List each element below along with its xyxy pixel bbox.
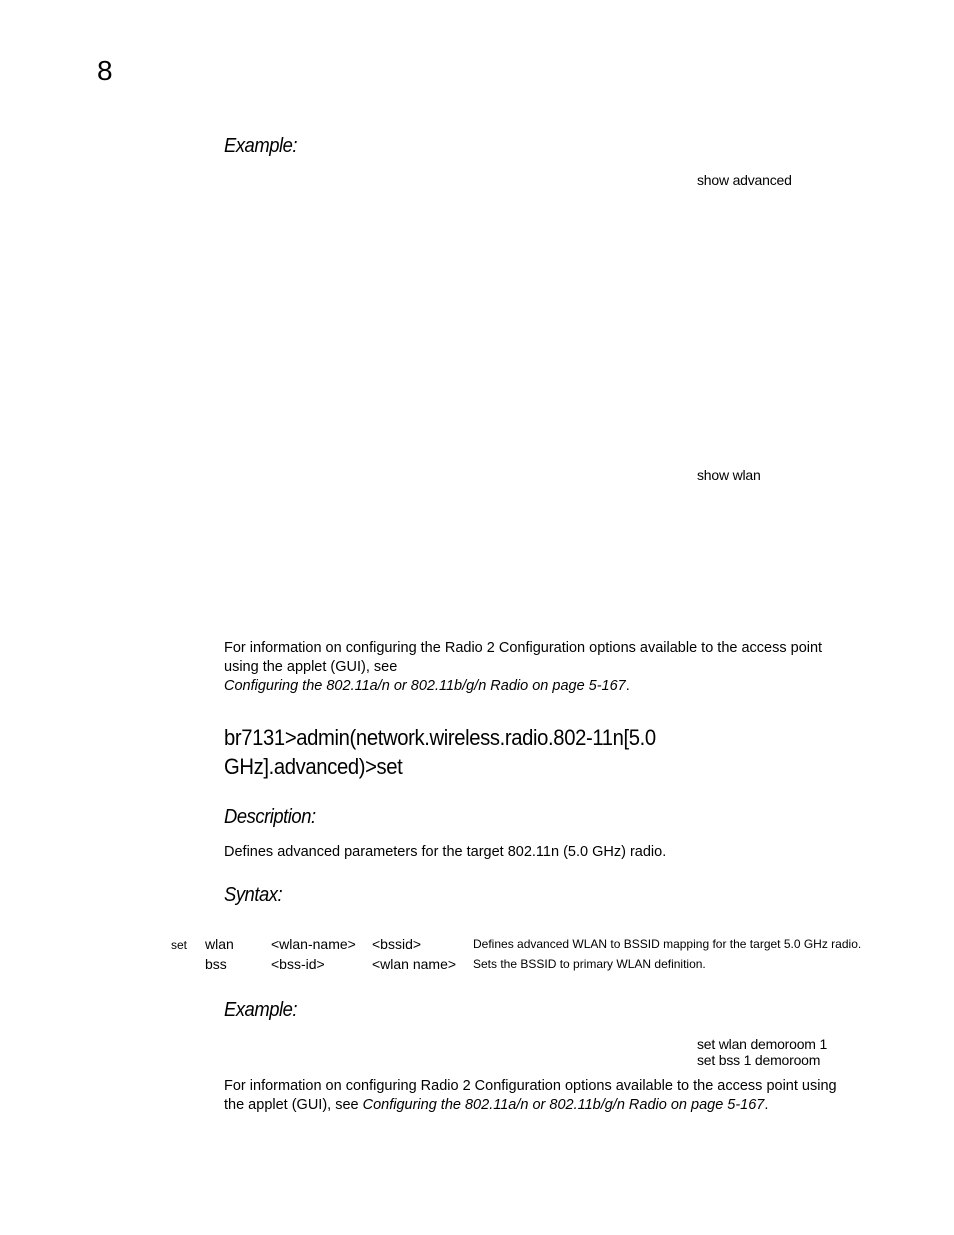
info-paragraph-2: [224, 1077, 837, 1115]
section-heading: [224, 723, 656, 781]
period: .: [764, 1097, 769, 1113]
syntax-keyword-bss: bss: [205, 956, 227, 972]
syntax-command: set: [171, 938, 188, 952]
description-heading: Description:: [224, 806, 316, 828]
info-line: For information on configuring Radio 2 Configuration options available to the access point using: [224, 1078, 837, 1094]
info-line: [224, 677, 822, 696]
command-set-wlan: set wlan demoroom 1: [697, 1036, 828, 1052]
period: .: [625, 678, 630, 694]
example-heading: Example:: [224, 135, 298, 157]
cross-reference-link[interactable]: Configuring the 802.11a/n or 802.11b/g/n Radio on page 5-167: [224, 678, 626, 694]
command-set-bss: set bss 1 demoroom: [697, 1052, 821, 1068]
syntax-keyword-wlan: wlan: [205, 936, 234, 952]
syntax-arg-wlan-name-2: <wlan name>: [372, 956, 457, 972]
command-show-advanced: show advanced: [697, 172, 792, 188]
syntax-desc-bss: Sets the BSSID to primary WLAN definition.: [473, 957, 706, 971]
syntax-arg-bssid: <bssid>: [372, 936, 422, 952]
section-heading-line-1: br7131>admin(network.wireless.radio.802-11n[5.0: [224, 725, 656, 750]
info-text: the applet (GUI), see: [224, 1097, 363, 1113]
info-line: For information on configuring the Radio 2 Configuration options available to the access point: [224, 640, 823, 656]
info-paragraph-1: [224, 639, 822, 696]
description-text: Defines advanced parameters for the target 802.11n (5.0 GHz) radio.: [224, 844, 667, 860]
syntax-arg-wlan-name: <wlan-name>: [271, 936, 356, 952]
info-line: [224, 1096, 837, 1115]
command-show-wlan: show wlan: [697, 467, 761, 483]
syntax-arg-bss-id: <bss-id>: [271, 956, 325, 972]
syntax-heading: Syntax:: [224, 884, 283, 906]
chapter-number: 8: [97, 55, 113, 86]
section-heading-line-2: GHz].advanced)>set: [224, 754, 403, 779]
info-line: using the applet (GUI), see: [224, 659, 398, 675]
cross-reference-link[interactable]: Configuring the 802.11a/n or 802.11b/g/n Radio on page 5-167: [362, 1097, 765, 1113]
syntax-desc-wlan: Defines advanced WLAN to BSSID mapping for the target 5.0 GHz radio.: [473, 937, 862, 951]
example-heading-2: Example:: [224, 999, 298, 1021]
